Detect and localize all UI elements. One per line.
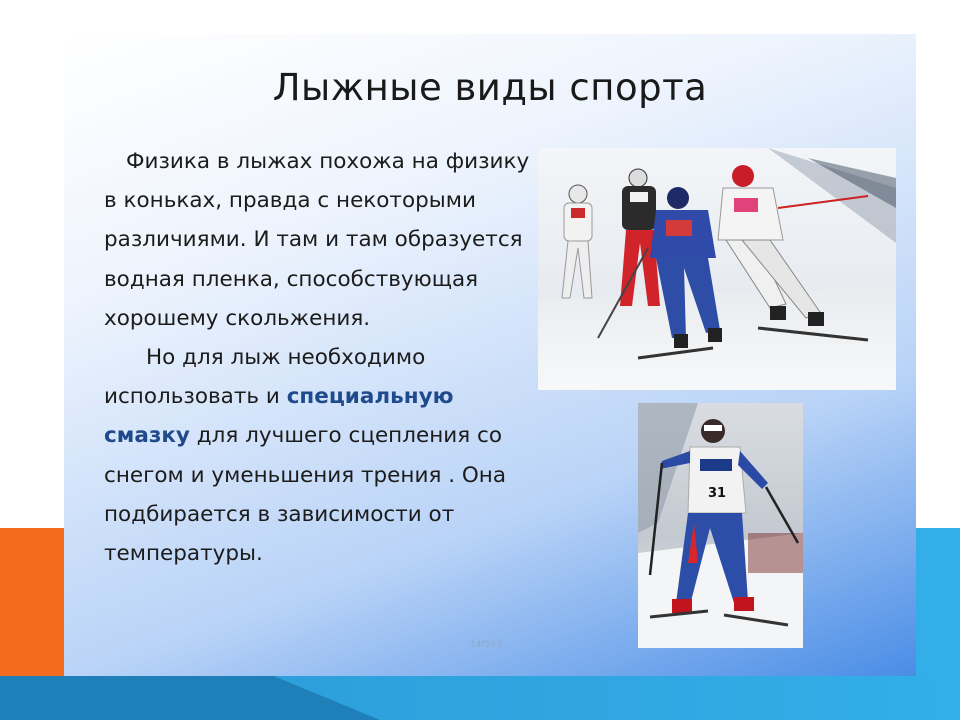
slide-title: Лыжные виды спорта bbox=[272, 66, 708, 109]
emphasis-special-wax: специальную смазку bbox=[104, 384, 454, 449]
ski-racers-photo bbox=[538, 148, 896, 390]
paragraph-2-start: Но для лыж необходимо использовать и bbox=[104, 345, 426, 410]
paragraph-1: Физика в лыжах похожа на физику в коньках, правда с некоторыми различиями. И там и там образуется водная пленка, способствующая хорошему скольжения. bbox=[104, 149, 530, 331]
single-skier-photo bbox=[638, 403, 803, 648]
paragraph-2-end: для лучшего сцепления со снегом и уменьшения трения . Она подбирается в зависимости от температуры. bbox=[104, 423, 507, 567]
watermark-code: 14f563 bbox=[470, 640, 502, 650]
slide-body-text bbox=[104, 142, 534, 573]
paragraph-2 bbox=[104, 338, 534, 573]
bib-number: 31 bbox=[708, 486, 727, 501]
